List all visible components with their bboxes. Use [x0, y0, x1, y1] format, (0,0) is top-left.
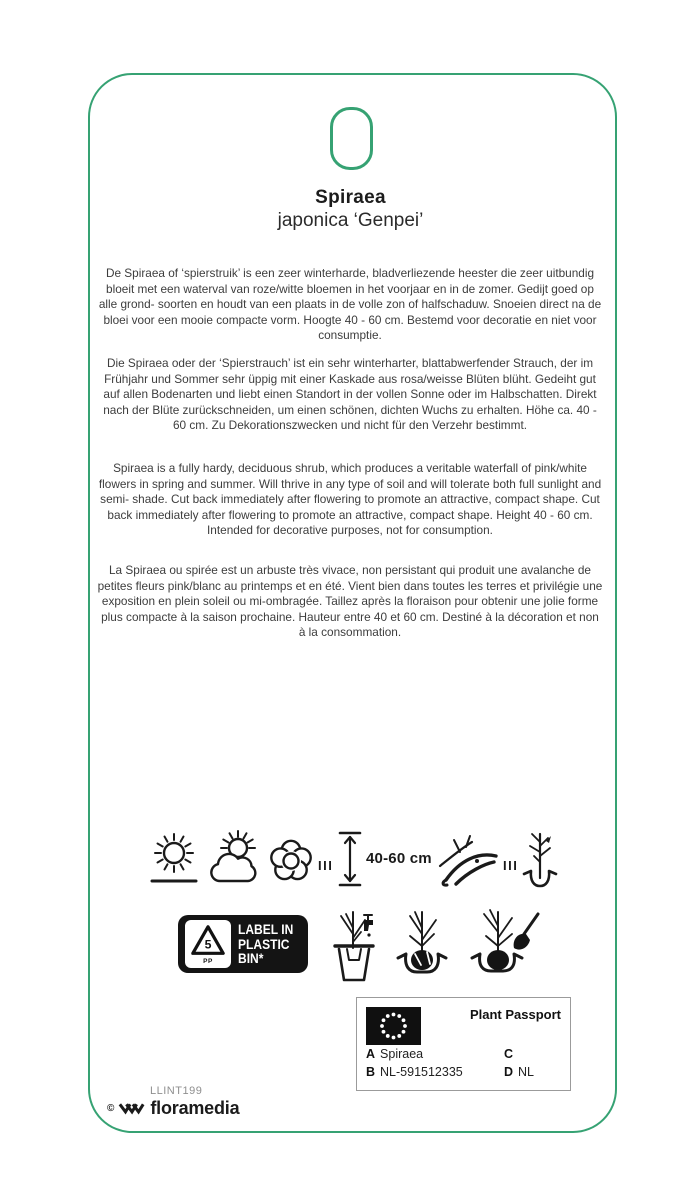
height-range-label: 40-60 cm: [366, 850, 432, 867]
label-in-plastic-bin-badge: [178, 915, 308, 973]
plant-cultivar-subtitle: japonica ‘Genpei’: [277, 210, 424, 231]
plant-passport-title: Plant Passport: [469, 1007, 561, 1022]
full-sun-icon: [149, 831, 199, 887]
passport-value-b: NL-591512335: [380, 1065, 463, 1079]
hang-hole: [330, 107, 373, 170]
bin-badge-line2: PLASTIC: [238, 935, 290, 952]
recycling-triangle-icon: [189, 923, 227, 959]
plant-passport-box: [356, 997, 571, 1091]
eu-flag: [366, 1007, 421, 1045]
eu-stars-icon: [366, 1007, 421, 1045]
description-english: Spiraea is a fully hardy, deciduous shrub, which produces a veritable waterfall of pink/white flowers in spring and summer. Will thrive in any type of soil and will tolerate both full sunlight and semi- shade. Cut back immediately after flowering to promote an attractive, compact shape. Cut back immediately after flowering to promote an attractive, compact shape. Height 40 - 60 cm. Intended for decorative purposes, not for consumption.: [98, 461, 602, 538]
recycling-material-label: PP: [203, 958, 213, 965]
floramedia-chevrons-icon: [118, 1101, 146, 1117]
description-dutch: De Spiraea of ‘spierstruik’ is een zeer winterharde, bladverliezende heester die zeer uitbundig bloeit met een waterval van roze/witte bloemen in het voorjaar en in de zomer. Gedijt goed op alle grond- soorten en houdt van een plaats in de volle zon of halfschaduw. Snoeien direct na de bloei voor een mooie compacte vorm. Hoogte 40 - 60 cm. Bestemd voor decoratie en niet voor consumptie.: [98, 266, 602, 343]
description-german: Die Spiraea oder der ‘Spierstrauch’ ist ein sehr winterharter, blattabwerfender Strauch, der im Frühjahr und Sommer sehr üppig mit einer Kaskade aus rosa/weisse Blüten blüht. Gedeiht gut auf allen Bodenarten und liebt einen Standort in der vollen Sonne oder im Halbschatten. Direkt nach der Blüte zurückschneiden, um einen schönen, dichten Wuchs zu erhalten. Höhe ca. 40 - 60 cm. Zu Dekorationszwecken und nicht für den Verzehr bestimmt.: [103, 356, 597, 433]
passport-label-d: D: [504, 1065, 514, 1079]
passport-field-c: [504, 1047, 518, 1061]
root-ball-planting-icon: [396, 904, 448, 986]
planting-with-trowel-icon: [460, 900, 544, 986]
passport-field-d: [504, 1065, 534, 1079]
pruning-shears-icon: [436, 830, 500, 888]
brand-name: floramedia: [150, 1098, 240, 1118]
partial-shade-icon: [207, 829, 261, 887]
description-french: La Spiraea ou spirée est un arbuste très vivace, non persistant qui produit une avalanche de petites fleurs pink/blanc au printemps et en été. Vient bien dans toutes les terres et privilégie une exposition en plein soleil ou mi-ombragée. Taillez après la floraison pour obtenir une jolie forme plus compacte à la saison prochaine. Hauteur entre 40 et 60 cm. Destiné à la décoration et non à la consommation.: [97, 563, 603, 640]
passport-field-a: [366, 1047, 423, 1061]
pruning-period-bars: III: [503, 858, 519, 873]
height-icon: [338, 830, 362, 888]
passport-field-b: [366, 1065, 463, 1079]
flower-icon: [266, 835, 316, 885]
passport-label-a: A: [366, 1047, 376, 1061]
recycling-panel: [185, 920, 231, 968]
recycling-code: 5: [204, 937, 212, 952]
copyright-mark: ©: [107, 1103, 115, 1114]
bin-badge-line3: BIN*: [238, 950, 264, 966]
bin-badge-line1: LABEL IN: [238, 921, 294, 937]
floramedia-logo: [107, 1098, 239, 1119]
plant-in-pot-watering-icon: [327, 902, 381, 986]
passport-label-c: C: [504, 1047, 514, 1061]
passport-value-d: NL: [518, 1065, 535, 1079]
flowering-period-bars: III: [318, 858, 334, 873]
bin-badge-text: [238, 922, 293, 966]
passport-value-a: Spiraea: [380, 1047, 424, 1061]
plant-genus-title: Spiraea: [315, 187, 386, 208]
print-code: LLINT199: [150, 1085, 203, 1097]
planted-shrub-icon: [522, 830, 558, 890]
passport-label-b: B: [366, 1065, 376, 1079]
